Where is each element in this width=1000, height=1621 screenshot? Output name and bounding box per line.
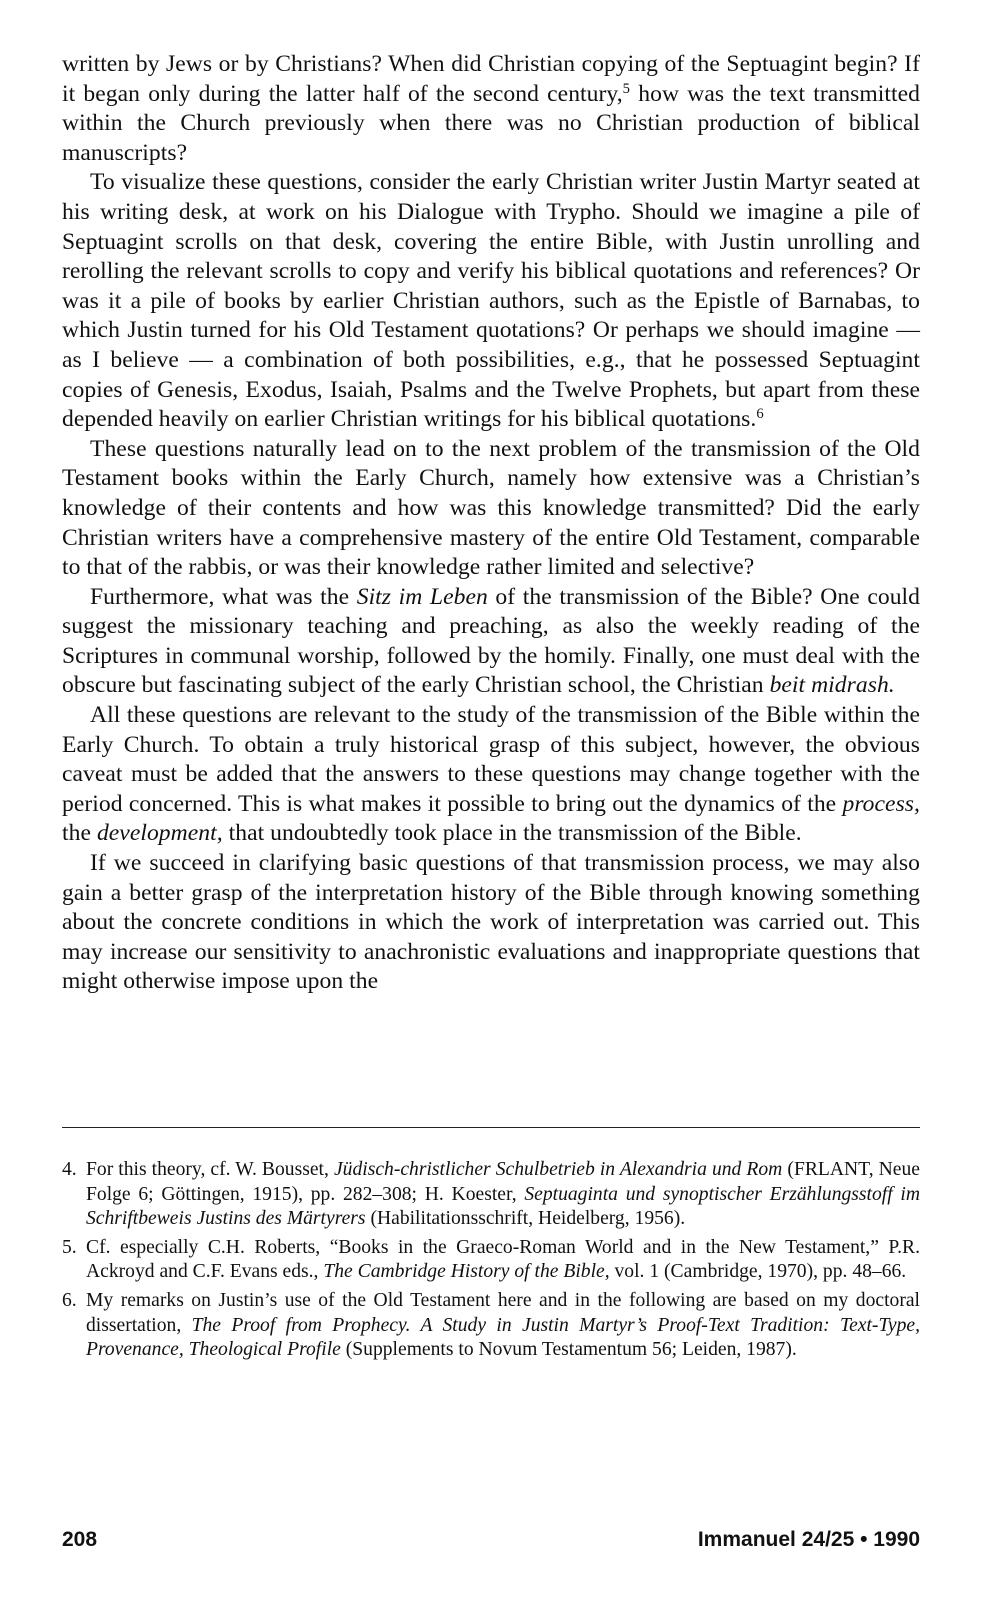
footnote-text <box>86 1289 920 1363</box>
paragraph-5 <box>62 701 920 849</box>
footnote-ref-6[interactable]: 6 <box>756 406 764 423</box>
paragraph-1-text: written by Jews or by Christians? When did Christian copying of the Septuagint begin? If it began only during the latter half of the second century, <box>62 51 920 107</box>
footnote-6-text-b: (Supplements to Novum Testamentum 56; Leiden, 1987). <box>340 1339 797 1361</box>
footnote-4-text-c: (Habilitationsschrift, Heidelberg, 1956). <box>365 1208 686 1230</box>
footnote-4-title-1: Jüdisch-christlicher Schulbetrieb in Alexandria und Rom <box>333 1159 783 1180</box>
footnote-5 <box>62 1236 920 1285</box>
footnote-text <box>86 1236 920 1285</box>
footnote-4-title-2: Septuaginta und synoptischer Erzählungsstoff im Schriftbeweis Justins des Märtyrers <box>86 1183 921 1230</box>
paragraph-5-emphasis-1: process, <box>842 790 920 817</box>
paragraph-4 <box>62 583 920 701</box>
paragraph-3 <box>62 435 920 583</box>
paragraph-2-text: To visualize these questions, consider the early Christian writer Justin Martyr seated at his writing desk, at work on his Dialogue with Trypho. Should we imagine a pile of Septuagint scrolls on that desk, covering the entire Bible, with Justin unrolling and rerolling the relevant scrolls to copy and verify his biblical quotations and references? Or was it a pile of books by earlier Christian authors, such as the Epistle of Barnabas, to which Justin turned for his Old Testament quotations? Or perhaps we should imagine — as I believe — a combination of both possibilities, e.g., that he possessed Septuagint copies of Genesis, Exodus, Isaiah, Psalms and the Twelve Prophets, but apart from these depended heavily on earlier Christian writings for his biblical quotations. <box>62 169 920 433</box>
paragraph-5-text-b: the <box>62 820 97 847</box>
footnote-6-text-a: My remarks on Justin’s use of the Old Testament here and in the following are based on my doctoral dissertation, <box>86 1289 920 1336</box>
paragraph-4-text-a: Furthermore, what was the <box>90 583 357 610</box>
footnote-ref-5[interactable]: 5 <box>622 80 631 97</box>
paragraph-1-text-end: how was the text transmitted within the Church previously when there was no Christian production of biblical manuscripts? <box>62 80 920 166</box>
footnote-number: 4. <box>62 1159 77 1180</box>
footnote-4-text-a: For this theory, cf. W. Bousset, <box>86 1159 334 1180</box>
paragraph-5-text-c: that undoubtedly took place in the transmission of the Bible. <box>222 820 802 847</box>
footnote-5-text-a: Cf. especially C.H. Roberts, “Books in the Graeco-Roman World and in the New Testament,” P.R. Ackroyd and C.F. Evans eds., <box>86 1236 920 1283</box>
footnote-divider <box>62 1127 920 1128</box>
footnote-5-text-b: vol. 1 (Cambridge, 1970), pp. 48–66. <box>609 1261 907 1283</box>
footnote-text <box>86 1158 920 1232</box>
footnote-number: 6. <box>62 1289 77 1311</box>
paragraph-4-emphasis-1: Sitz im Leben <box>356 583 488 610</box>
body-text <box>62 50 920 997</box>
paragraph-4-emphasis-2: beit midrash. <box>769 672 895 699</box>
paragraph-3-text: These questions naturally lead on to the next problem of the transmission of the Old Testament books within the Early Church, namely how extensive was a Christian’s knowledge of their contents and how was this knowledge transmitted? Did the early Christian writers have a comprehensive mastery of the entire Old Testament, comparable to that of the rabbis, or was their knowledge rather limited and selective? <box>62 435 920 581</box>
footnote-6 <box>62 1289 920 1363</box>
footnote-4-text-b: (FRLANT, Neue Folge 6; Göttingen, 1915), pp. 282–308; H. Koester, <box>86 1159 921 1205</box>
footnotes <box>62 1158 920 1367</box>
paragraph-2 <box>62 168 920 434</box>
paragraph-6 <box>62 849 920 997</box>
paragraph-6-text: If we succeed in clarifying basic questions of that transmission process, we may also gain a better grasp of the interpretation history of the Bible through knowing something about the concrete conditions in which the work of interpretation was carried out. This may increase our sensitivity to anachronistic evaluations and inappropriate questions that might otherwise impose upon the <box>62 850 920 995</box>
paragraph-4-text-b: of the transmission of the Bible? One could suggest the missionary teaching and preaching, as also the weekly reading of the Scriptures in communal worship, followed by the homily. Finally, one must deal with the obscure but fascinating subject of the early Christian school, the Christian <box>62 583 920 699</box>
paragraph-1 <box>62 50 920 168</box>
paragraph-5-emphasis-2: development, <box>96 820 223 847</box>
footnote-4 <box>62 1158 920 1232</box>
paragraph-5-text-a: All these questions are relevant to the study of the transmission of the Bible within the Early Church. To obtain a truly historical grasp of this subject, however, the obvious caveat must be added that the answers to these questions may change together with the period concerned. This is what makes it possible to bring out the dynamics of the <box>62 702 920 817</box>
footnote-number: 5. <box>62 1236 77 1258</box>
journal-citation: Immanuel 24/25 • 1990 <box>697 1528 920 1551</box>
page-footer <box>62 1528 920 1552</box>
footnote-5-title: The Cambridge History of the Bible, <box>323 1261 610 1283</box>
page-number: 208 <box>62 1528 98 1551</box>
footnote-6-title: The Proof from Prophecy. A Study in Justin Martyr’s Proof-Text Tradition: Text-Type, Provenance, Theological Profile <box>86 1314 920 1361</box>
